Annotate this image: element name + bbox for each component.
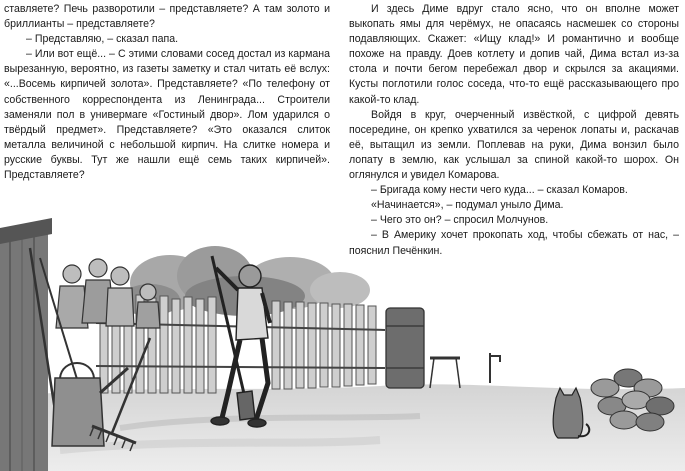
- barrel: [386, 308, 424, 388]
- water-tap: [490, 353, 500, 383]
- paragraph: – Представляю, – сказал папа.: [26, 33, 179, 46]
- paragraph: – Бригада кому нести чего куда... – сказал Комаров.: [371, 184, 628, 197]
- paragraph: – Или вот ещё... – С этими словами сосед достал из кармана вырезанную, вероятно, из газеты заметку и стал читать её вслух: «...Восемь кирпичей золота». Представляете? «По телефону от собственного корреспондента из Ленинграда... Строители заменяли пол в универмаге «Гостиный двор». Лом ударился о твёрдый предмет». Представляете? «Это оказался слиток металла величиной с небольшой кирпич. На слитке номера и русские буквы. Тут же нашли ещё семь таких кирпичей». Представляете?: [4, 48, 330, 182]
- paragraph: И здесь Диме вдруг стало ясно, что он вполне может выкопать ямы для черёмух, не опасаясь насмешек со стороны подавляющих. Скажет: «Ищу клад!» И романтично и вообще похоже на правду. Доев котлету и допив чай, Дима встал из-за стола и почти бегом перебежал двор и скрылся за акациями. Кусты поглотили голос соседа, что-то ещё рассказывающего про какой-то клад.: [349, 3, 679, 106]
- paragraph: ставляете? Печь разворотили – представляете? А там золото и бриллианты – представляете?: [4, 3, 330, 31]
- garden-illustration: [0, 188, 685, 471]
- paragraph: – Чего это он? – спросил Молчунов.: [371, 214, 549, 227]
- bench: [430, 358, 460, 388]
- paragraph: – В Америку хочет прокопать ход, чтобы сбежать от нас, – пояснил Печёнкин.: [349, 229, 679, 257]
- paragraph: Войдя в круг, очерченный извёсткой, с цифрой девять посередине, он крепко ухватился за черенок лопаты и, раскачав её, вытащил из земли. Поплевав на руки, Дима вонзил было лопату в землю, как услышал за спиной какой-то шорох. Он оглянулся и увидел Комарова.: [349, 108, 679, 182]
- paragraph: «Начинается», – подумал уныло Дима.: [371, 199, 564, 212]
- left-text-column: [4, 2, 330, 183]
